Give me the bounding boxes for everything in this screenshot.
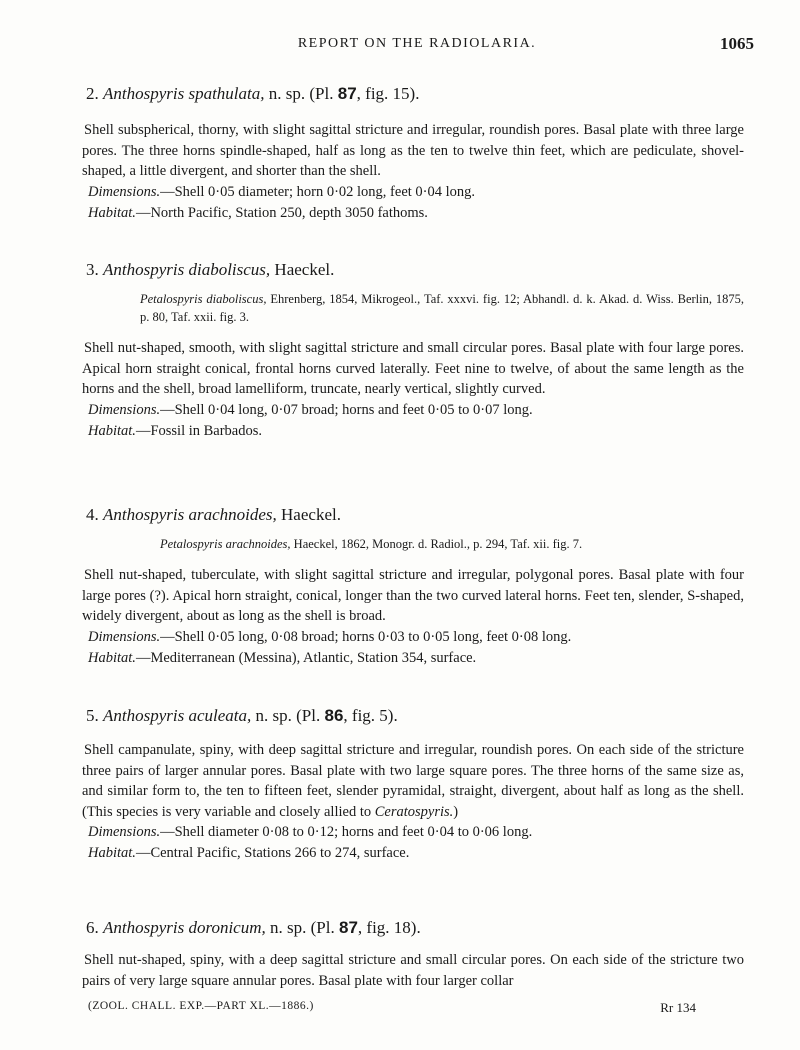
species-description <box>82 740 744 822</box>
species-entry <box>82 260 744 442</box>
dimensions-line <box>82 822 744 843</box>
species-heading <box>82 260 744 280</box>
synonymy <box>82 290 744 326</box>
species-entry <box>82 505 744 669</box>
figure-reference: , fig. 18). <box>357 918 421 937</box>
species-heading <box>82 84 744 104</box>
species-entry <box>82 918 744 991</box>
dimensions-value: —Shell 0·05 long, 0·08 broad; horns 0·03 to 0·05 long, feet 0·08 long. <box>160 628 572 645</box>
habitat-value: —Mediterranean (Messina), Atlantic, Station 354, surface. <box>135 649 477 666</box>
habitat-line <box>82 648 744 669</box>
dimensions-line <box>82 400 744 421</box>
species-name: Anthospyris arachnoides, <box>103 505 277 524</box>
species-description: Shell nut-shaped, smooth, with slight sagittal stricture and small circular pores. Basal plate with four large pores. Apical horn straight conical, frontal horns curved laterally. Feet nine to twelve, of about the same length as the horns and the shell, broad lamelliform, truncate, nearly vertical, slightly curved. <box>82 340 744 397</box>
species-heading <box>82 505 744 525</box>
dimensions-label: Dimensions. <box>88 628 161 645</box>
synonym-reference: Ehrenberg, 1854, Mikrogeol., Taf. xxxvi. fig. 12; Abhandl. d. k. Akad. d. Wiss. Berlin, 1875, p. 80, Taf. xxii. fig. 3. <box>140 292 744 324</box>
figure-reference: , fig. 5). <box>343 706 398 725</box>
species-heading <box>82 918 744 938</box>
description-end: ) <box>453 803 459 820</box>
dimensions-label: Dimensions. <box>88 183 161 200</box>
plate-number: 87 <box>337 84 357 103</box>
species-entry <box>82 706 744 864</box>
synonym-name: Petalospyris arachnoides, <box>160 537 291 551</box>
synonym-name: Petalospyris diaboliscus, <box>140 292 267 306</box>
species-authority: n. sp. (Pl. <box>268 84 334 103</box>
dimensions-line <box>82 182 744 203</box>
dimensions-value: —Shell 0·04 long, 0·07 broad; horns and feet 0·05 to 0·07 long. <box>160 401 533 418</box>
dimensions-value: —Shell diameter 0·08 to 0·12; horns and feet 0·04 to 0·06 long. <box>160 824 533 840</box>
species-authority: Haeckel. <box>281 505 341 524</box>
footer <box>88 1000 696 1018</box>
habitat-line <box>82 421 744 442</box>
plate-number: 86 <box>324 706 344 725</box>
plate-number: 87 <box>338 918 358 937</box>
dimensions-label: Dimensions. <box>88 401 161 418</box>
habitat-line <box>82 203 744 224</box>
species-number: 5. <box>86 706 99 725</box>
habitat-value: —Central Pacific, Stations 266 to 274, surface. <box>135 845 410 861</box>
species-name: Anthospyris aculeata, <box>103 706 252 725</box>
running-head <box>80 34 754 56</box>
species-name: Anthospyris diaboliscus, <box>103 260 271 279</box>
species-description: Shell nut-shaped, tuberculate, with slight sagittal stricture and irregular, polygonal pores. Basal plate with four large pores (?). Apical horn straight, conical, longer than the two curved lateral horns. Feet ten, slender, S-shaped, widely divergent, about as long as the shell is broad. <box>82 567 744 624</box>
dimensions-line <box>82 627 744 648</box>
description-text: Shell campanulate, spiny, with deep sagittal stricture and irregular, roundish pores. On each side of the stricture three pairs of larger annular pores. Basal plate with two large square pores. The three horns of the same size as, and similar form to, the ten to fifteen feet, slender pyramidal, straight, divergent, about half as long as the shell. (This species is very variable and closely allied to <box>82 742 744 820</box>
synonymy <box>82 535 744 553</box>
publication-note: (ZOOL. CHALL. EXP.—PART XL.—1886.) <box>88 1000 314 1012</box>
species-authority: n. sp. (Pl. <box>270 918 335 937</box>
species-number: 6. <box>86 918 99 937</box>
dimensions-value: —Shell 0·05 diameter; horn 0·02 long, feet 0·04 long. <box>160 183 476 200</box>
species-description: Shell nut-shaped, spiny, with a deep sagittal stricture and small circular pores. On each side of the stricture two pairs of very large square annular pores. Basal plate with four larger collar <box>82 952 744 989</box>
species-entry <box>82 84 744 224</box>
habitat-label: Habitat. <box>88 204 136 221</box>
species-name: Anthospyris spathulata, <box>103 84 265 103</box>
species-number: 3. <box>86 260 99 279</box>
habitat-line <box>82 843 744 864</box>
running-title: REPORT ON THE RADIOLARIA. <box>297 36 537 51</box>
species-description: Shell subspherical, thorny, with slight sagittal stricture and irregular, roundish pores. Basal plate with three large pores. The three horns spindle-shaped, half as long as the ten to twelve thin feet, which are pediculate, shovel-shaped, a little divergent, and shorter than the shell. <box>82 122 744 179</box>
signature-mark: Rr 134 <box>660 1000 696 1015</box>
dimensions-label: Dimensions. <box>88 824 161 840</box>
species-authority: Haeckel. <box>274 260 335 279</box>
habitat-label: Habitat. <box>88 845 136 861</box>
habitat-label: Habitat. <box>88 649 136 666</box>
habitat-label: Habitat. <box>88 422 136 439</box>
species-number: 4. <box>86 505 99 524</box>
page-number: 1065 <box>720 34 754 53</box>
habitat-value: —Fossil in Barbados. <box>135 422 263 439</box>
habitat-value: —North Pacific, Station 250, depth 3050 fathoms. <box>135 204 428 221</box>
species-name: Anthospyris doronicum, <box>103 918 266 937</box>
species-heading <box>82 706 744 726</box>
species-number: 2. <box>86 84 99 103</box>
genus-reference: Ceratospyris. <box>374 803 454 820</box>
species-authority: n. sp. (Pl. <box>255 706 321 725</box>
figure-reference: , fig. 15). <box>356 84 420 103</box>
synonym-reference: Haeckel, 1862, Monogr. d. Radiol., p. 294, Taf. xii. fig. 7. <box>293 537 583 551</box>
